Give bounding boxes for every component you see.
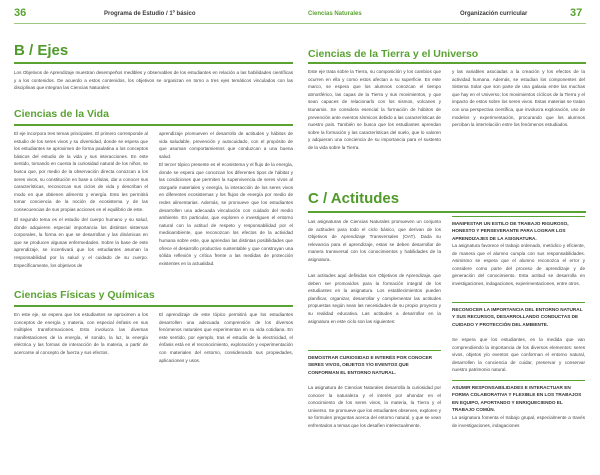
- vida-paragraph-2: El segundo tema es el estudio del cuerpo humano y su salud, donde adquieren especial importancia los distintos sistemas corporales, la forma en que se desarrollan y las dinámicas en que se producen algunas enfermedades. Sobre la base de este aprendizaje, se incentivará que los estudiantes asuman la responsabilidad por la salud y el cuidado de su cuerpo. Específicamente, los objetivos de: [14, 217, 148, 268]
- attitude-divider: [452, 302, 585, 303]
- section-title-actitudes: C / Actitudes: [308, 190, 400, 207]
- header-subject: Ciencias Naturales: [308, 11, 362, 17]
- section-rule: [14, 62, 293, 64]
- page-number: 37: [570, 7, 583, 19]
- attitude-title-curiosidad: DEMOSTRAR CURIOSIDAD E INTERÉS POR CONOCER SERES VIVOS, OBJETOS Y/O EVENTOS QUE CONFORMAN EL ENTORNO NATURAL.: [308, 355, 432, 375]
- actitudes-paragraph-1: Las asignaturas de Ciencias Naturales promueven un conjunto de actitudes para todo el ciclo básico, que derivan de los Objetivos de Aprendizaje Transversales (OAT). Dada su relevancia para el aprendizaje, estas se deben desarrollar de manera transversal con los conocimientos y habilidades de la asignatura.: [308, 219, 441, 262]
- tierra-paragraph-1: Este eje trata sobre la Tierra, su composición y los cambios que ocurren en ella y como estos afectan a su superficie. En este marco, se espera que los alumnos conozcan el tiempo atmosférico, las capas de la Tierra y sus movimientos, y que sean capaces de relacionarlo con los sismos, volcanes y tsunamis. Se considera esencial la formación de hábitos de prevención ante eventos sísmicos debido a las características de nuestro país. También se busca que los estudiantes aprendan sobre la formación y las características del suelo, que lo valoren y adquieran una conciencia de su importancia para el sustento de la vida sobre la Tierra.: [308, 69, 441, 150]
- right-page: [300, 0, 600, 475]
- section-rule-actitudes: [308, 211, 586, 213]
- subsection-title-vida: Ciencias de la Vida: [14, 108, 109, 120]
- vida-paragraph-1: El eje incorpora tres temas principales. El primero corresponde al estudio de los seres vivos y su diversidad, donde se espera que los estudiantes se aproximen de forma paulatina a los conceptos básicos del estudio de la vida y sus interacciones. En este sentido, tomando en cuenta la curiosidad natural de los niños, se busca que, por medio de la observación directa conozcan a los seres vivos, su constitución en base a células, dar a conocer sus características, reconozcan sus ciclos de vida y describan el modo en que obtienen alimento y energía. Esto les permitirá tomar conciencia de la noción de ecosistema y de las consecuencias de sus propias acciones en el equilibrio de este.: [14, 131, 148, 212]
- actitudes-paragraph-2: Las actitudes aquí definidas son Objetivos de Aprendizaje, que deben ser promovidos para la formación integral de los estudiantes en la asignatura. Los establecimientos pueden planificar, organizar, desarrollar y complementar las actitudes propuestas según sean las necesidades de su propio proyecto y su realidad educativa. Las actitudes a desarrollar en la asignatura en este ciclo son las siguientes:: [308, 273, 441, 324]
- attitude-divider: [308, 350, 441, 351]
- tierra-paragraph-2: y las variables asociadas a la creación y los efectos de la actividad humana. Además, se estudian los componentes del Sistema Solar que son parte de una galaxia entre las muchas que hay en el Universo; los movimientos cíclicos de la Tierra y el impacto de estos sobre los seres vivos. Estas materias se tratan con una perspectiva científica, que involucra exploración, uso de modelos y experimentación, procurando que los alumnos perciban la interrelación entre los fenómenos estudiados.: [452, 69, 585, 128]
- attitude-title-entorno: RECONOCER LA IMPORTANCIA DEL ENTORNO NATURAL Y SUS RECURSOS, DESARROLLANDO CONDUCTAS DE CUIDADO Y PROTECCIÓN DEL AMBIENTE.: [452, 307, 583, 327]
- page-number: 36: [14, 7, 27, 19]
- subsection-title-tierra: Ciencias de la Tierra y el Universo: [308, 48, 479, 60]
- attitude-body-colaborar: La asignatura fomenta el trabajo grupal, especialmente a través de investigaciones, indagaciones: [452, 415, 585, 428]
- attitude-title-colaborar: ASUMIR RESPONSABILIDADES E INTERACTUAR EN FORMA COLABORATIVA Y FLEXIBLE EN LOS TRABAJOS EN EQUIPO, APORTANDO Y ENRIQUECIENDO EL TRABAJO COMÚN.: [452, 385, 582, 412]
- section-title: B / Ejes: [14, 42, 69, 59]
- header-divider: [300, 23, 586, 24]
- vida-paragraph-3: aprendizaje promueven el desarrollo de actitudes y hábitos de vida saludable, prevención y autocuidado, con el propósito de que asuman comportamientos que conduzcan a una buena salud.: [159, 131, 293, 159]
- attitude-divider: [452, 216, 585, 217]
- intro-paragraph: Los Objetivos de Aprendizaje muestran desempeños medibles y observables de los estudiantes en relación a las habilidades científicas y a los contenidos. De acuerdo a estos contenidos, los objetivos se organizan en torno a tres ejes temáticos vinculados con las disciplinas que integran las Ciencias Naturales:: [14, 70, 293, 91]
- attitude-body-curiosidad: La asignatura de Ciencias Naturales desarrolla la curiosidad por conocer la naturaleza y el interés por ahondar en el conocimiento de los seres vivos, la materia, la Tierra y el Universo. Se promueve que los estudiantes observen, exploren y se formulen preguntas acerca del entorno natural, y que se vean enfrentados a temas que los desafíen intelectualmente.: [308, 385, 441, 428]
- attitude-body-trabajo: La asignatura favorece el trabajo ordenado, metódico y eficiente, de manera que el alumno cumpla con sus responsabilidades. Asimismo se espera que el alumno reconozca el error y considere como parte del proceso de aprendizaje y de generación del conocimiento. Esta actitud se desarrolla en investigaciones, indagaciones, experimentaciones, entre otros.: [452, 243, 585, 286]
- fisica-paragraph-1: En este eje, se espera que los estudiantes se aproximen a los conceptos de energía y materia, con especial énfasis en sus múltiples transformaciones. Esto involucra las diversas manifestaciones de la energía, el sonido, la luz, la energía eléctrica y las formas de interacción de la materia, a partir de acercarse al concepto de fuerza y sus efectos.: [14, 312, 148, 355]
- header-title: Organización curricular: [460, 11, 528, 17]
- vida-paragraph-4: El tercer tópico presente es el ecosistema y el flujo de la energía, donde se espera que conozcan los diferentes tipos de hábitat y las condiciones que permiten la supervivencia de seres vivos al otorgarle materiales y energía, la interacción de los seres vivos en diferentes ecosistemas y los flujos de energía por medio de redes alimentarias. Además, se promueve que los estudiantes desarrollen una adecuada vinculación con cuidado del medio ambiente. En particular, que exploren e investiguen el entorno natural con la actitud de respeto y responsabilidad por el medioambiente, que reconozcan los efectos de la actividad humana sobre este, que aprendan las distintas posibilidades que ofrece el desarrollo productivo sustentable y que construyan una sólida reflexión y crítica frente a las medidas de protección existentes en la actualidad.: [159, 162, 293, 266]
- subsection-title-fisica: Ciencias Físicas y Químicas: [14, 289, 155, 301]
- subsection-rule-vida: [14, 124, 293, 126]
- header-title: Programa de Estudio / 1º básico: [104, 11, 196, 17]
- subsection-rule-fisica: [14, 305, 293, 307]
- attitude-title-trabajo: MANIFESTAR UN ESTILO DE TRABAJO RIGUROSO, HONESTO Y PERSEVERANTE PARA LOGRAR LOS APRENDIZAJES DE LA ASIGNATURA.: [452, 221, 569, 241]
- attitude-divider: [452, 380, 585, 381]
- fisica-paragraph-2: El aprendizaje de este tópico permitirá que los estudiantes desarrollen una adecuada comprensión de los diversos fenómenos naturales que experimentan en su vida cotidiana. En este sentido, por ejemplo, tras el estudio de la electricidad, el énfasis está en el reconocimiento, exploración y experimentación con materiales del entorno, considerando sus propiedades, aplicaciones y usos.: [159, 312, 293, 363]
- subsection-rule-tierra: [308, 62, 586, 64]
- header-divider: [14, 23, 300, 24]
- attitude-body-entorno: Se espera que los estudiantes, en la medida que van comprendiendo la importancia de los diversos elementos: seres vivos, objetos y/o eventos que conforman el entorno natural, desarrollen la conciencia de cuidar, preservar y conservar nuestro patrimonio natural.: [452, 337, 585, 373]
